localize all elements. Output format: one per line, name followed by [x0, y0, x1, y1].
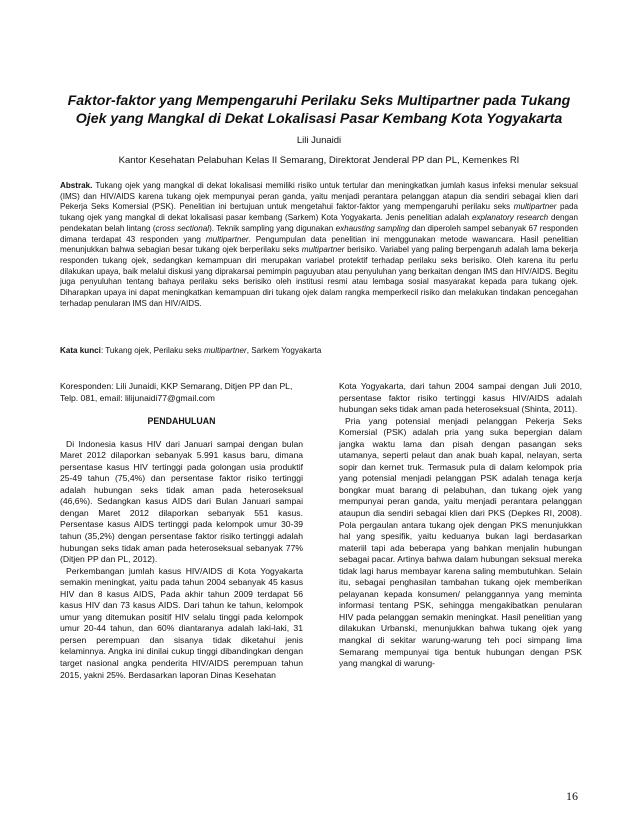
left-column: [60, 381, 303, 681]
paragraph: Perkembangan jumlah kasus HIV/AIDS di Kota Yogyakarta semakin meningkat, yaitu pada tahun 2004 sebanyak 45 kasus HIV dan 8 kasus AIDS, Pada akhir tahun 2009 terdapat 56 kasus HIV dan 73 kasus AIDS. Dari tahun ke tahun, kelompok umur yang ditemukan positif HIV selalu tinggi pada kelompok umur 20-44 tahun, dan 60% diantaranya adalah laki-laki, 31 persen perempuan dan sisanya tidak diketahui jenis kelaminnya. Angka ini dinilai cukup tinggi dibandingkan dengan target nasional angka penderita HIV/AIDS perempuan tahun 2015, yakni 25%. Berdasarkan laporan Dinas Kesehatan: [60, 565, 303, 680]
author-name: Lili Junaidi: [296, 135, 342, 146]
abstract-text: dan diperoleh sampel sebanyak 67 responden dimana terdapat 43 responden yang: [60, 223, 579, 244]
abstract-term: cross sectional: [155, 223, 210, 233]
abstract-label: Abstrak.: [60, 181, 93, 190]
correspondent-note: Koresponden: Lili Junaidi, KKP Semarang, Ditjen PP dan PL, Telp. 081, email: lilijunaidi77@gmail.com: [60, 381, 293, 403]
paragraph: Pria yang potensial menjadi pelanggan Pekerja Seks Komersial (PSK) adalah pria yang suka bepergian dalam jangka waktu lama dan pisah dengan pasangan seks utamanya, seperti pelaut dan anak buah kapal, nelayan, serta sopir dan kernet truk. Termasuk pula di dalam kelompok pria yang potensial menjadi pelanggan PSK adalah tenaga kerja bongkar muat barang di pelabuhan, dan tukang ojek yang mempunyai peran ganda, yaitu menjadi perantara pelanggan ataupun dia sendiri sebagai klien dari PKS (Depkes RI, 2008). Pola pergaulan antara tukang ojek dengan PKS menunjukkan hal yang spesifik, yaitu keduanya bukan lagi berdasarkan materiil tapi ada beberapa yang bahkan menjalin hubungan sebagai pacar. Artinya bahwa dalam hubungan seksual mereka tidak lagi harus membayar karena saling membutuhkan. Selain itu, sebagai penghasilan tambahan tukang ojek memberikan pelayanan kepada konsumen/ pelanggannya yang meminta informasi tentang PSK, sehingga mengakibatkan penularan HIV pada pelanggan semakin meningkat. Hasil penelitian yang dilakukan Urbanski, menunjukkan bahwa tukang ojek yang mangkal di sekitar warung-warung teh poci simpang lima Semarang mempunyai tiga bentuk hubungan dengan PSK yang mangkal di warung-: [339, 415, 582, 669]
keywords-text: , Sarkem Yogyakarta: [246, 346, 322, 355]
section-heading: PENDAHULUAN: [147, 416, 216, 427]
abstract-text: pada tukang ojek yang mangkal di dekat lokalisasi pasar kembang (Sarkem) Kota Yogyakarta: [60, 202, 578, 223]
abstract-text: dengan pendekatan belah lintang (: [60, 213, 578, 233]
keywords: [60, 345, 578, 356]
abstract-text: . Pengumpulan data penelitian ini menggunakan metode wawancara. Hasil penelitian menunjukkan bahwa sebagian besar tukang ojek berperilaku seks: [60, 234, 578, 255]
paragraph: Di Indonesia kasus HIV dari Januari sampai dengan bulan Maret 2012 dilaporkan sebanyak 5.991 kasus baru, dimana persentase kasus HIV tertinggi pada golongan usia produktif 25-49 tahun (75,4%) dan persentase faktor risiko tertinggi adalah hubungan seks tidak aman pada heteroseksual (46,6%). Sedangkan kasus AIDS dari Bulan Januari sampai dengan Maret 2012 dilaporkan sebanyak 551 kasus. Persentase kasus AIDS tertinggi pada kelompok umur 30-39 tahun (35,2%) dengan persentase faktor risiko tertinggi adalah hubungan seks tidak aman pada heteroseksual sebanyak 77% (Ditjen PP dan PL, 2012).: [60, 438, 303, 565]
paragraph: Kota Yogyakarta, dari tahun 2004 sampai dengan Juli 2010, persentase faktor risiko tertinggi kasus HIV/AIDS adalah hubungan seks tidak aman pada heteroseksual (Shinta, 2011).: [339, 381, 582, 415]
abstract-text: berisiko. Variabel yang paling berpengaruh adalah lama bekerja responden tukang ojek, sedangkan kemampuan diri merupakan variabel protektif terhadap perilaku seks berisiko. Oleh karena itu perlu dilakukan upaya, baik melalui diskusi yang diprakarsai pemimpin paguyuban atau penyuluhan yang berkaitan dengan IMS dan HIV/AIDS. Begitu juga penyuluhan tentang bahaya perilaku seks berisiko oleh institusi resmi atau lembaga sosial masyarakat kepada para tukang ojek. Diharapkan upaya ini dapat meningkatkan kemampuan diri tukang ojek dalam rangka memperkecil risiko dan melakukan tindakan pencegahan terhadap penularan IMS dan HIV/AIDS.: [60, 245, 579, 308]
abstract: [60, 181, 578, 309]
title-line-1: Faktor-faktor yang Mempengaruhi Perilaku Seks Multipartner pada Tukang: [67, 93, 571, 109]
keywords-term: multipartner: [203, 346, 247, 355]
author-affiliation: Kantor Kesehatan Pelabuhan Kelas II Semarang, Direktorat Jenderal PP dan PL, Kemenkes RI: [118, 155, 520, 166]
keywords-text: : Tukang ojek, Perilaku seks: [100, 346, 204, 355]
abstract-text: ). Teknik sampling yang digunakan: [209, 223, 336, 233]
abstract-text: Tukang ojek yang mangkal di dekat lokalisasi memiliki risiko untuk tertular dan meningkatkan jumlah kasus infeksi menular seksual (IMS) dan HIV/AIDS karena tukang ojek mempunyai peran ganda, yaitu menjadi perantara pelanggan atapun dia sendiri sebagai klien dari Pekerja Seks Komersial (PSK). Penelitian ini bertujuan untuk mengetahui faktor-faktor yang mempengaruhi perilaku seks: [60, 181, 578, 212]
abstract-term: exhausting sampling: [335, 223, 410, 233]
right-column: [339, 381, 582, 670]
abstract-term: explanatory research: [472, 213, 549, 223]
abstract-term: multipartner: [513, 202, 557, 212]
abstract-text: . Jenis penelitian adalah: [380, 213, 472, 223]
keywords-label: Kata kunci: [60, 346, 101, 355]
abstract-term: multipartner: [205, 234, 249, 244]
page-number: 16: [566, 789, 578, 803]
paper-title: [40, 92, 598, 128]
abstract-term: multipartner: [301, 245, 345, 255]
title-line-2: Ojek yang Mangkal di Dekat Lokalisasi Pasar Kembang Kota Yogyakarta: [75, 111, 563, 127]
